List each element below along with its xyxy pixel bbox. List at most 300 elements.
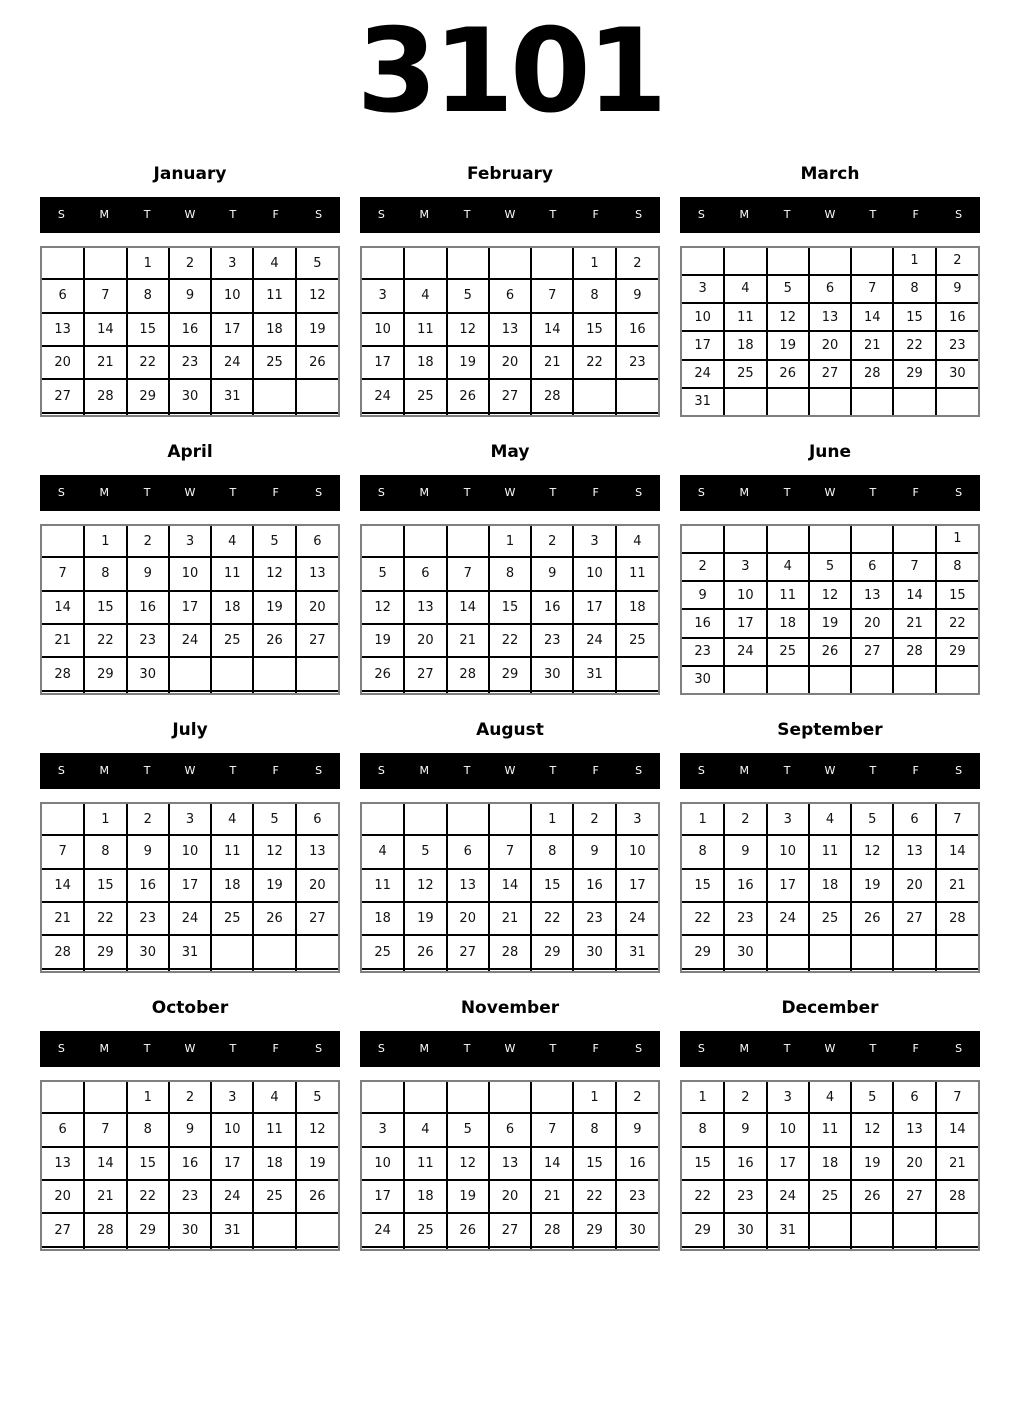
day-cell: 19 <box>253 591 295 624</box>
day-cell: 6 <box>893 804 935 835</box>
day-cell: 27 <box>42 379 84 412</box>
day-cell: 7 <box>84 1113 126 1146</box>
day-cell <box>404 1082 446 1113</box>
day-cell <box>767 969 809 971</box>
day-cell: 18 <box>211 591 253 624</box>
day-cell: 26 <box>253 902 295 935</box>
day-cell: 16 <box>616 313 658 346</box>
day-cell: 30 <box>724 935 766 968</box>
day-cell <box>573 1247 615 1249</box>
day-cell <box>253 1247 295 1249</box>
day-cell <box>809 969 851 971</box>
day-cell <box>893 969 935 971</box>
day-cell: 12 <box>851 835 893 868</box>
day-cell <box>447 969 489 971</box>
weekday-label: T <box>229 486 237 500</box>
week-row <box>42 1180 338 1213</box>
day-cell <box>296 657 338 690</box>
day-cell: 9 <box>724 835 766 868</box>
day-cell: 19 <box>362 624 404 657</box>
weekday-label: F <box>272 1042 279 1056</box>
day-cell: 14 <box>936 1113 978 1146</box>
week-row <box>682 935 978 968</box>
weekday-label: T <box>549 1042 557 1056</box>
day-cell: 29 <box>489 657 531 690</box>
weekday-label: T <box>229 764 237 778</box>
day-cell <box>573 691 615 693</box>
day-cell: 29 <box>84 935 126 968</box>
day-cell: 4 <box>809 804 851 835</box>
day-cell: 27 <box>42 1213 84 1246</box>
day-cell <box>682 969 724 971</box>
week-row <box>682 804 978 835</box>
day-cell <box>169 657 211 690</box>
weekday-label: T <box>143 486 151 500</box>
day-cell: 3 <box>724 553 766 581</box>
weekday-label: S <box>697 1042 705 1056</box>
day-cell: 2 <box>573 804 615 835</box>
month-title: August <box>476 719 544 740</box>
day-cell <box>531 1082 573 1113</box>
week-row <box>362 346 658 379</box>
day-cell <box>296 935 338 968</box>
day-cell: 15 <box>682 1147 724 1180</box>
day-cell: 30 <box>531 657 573 690</box>
day-cell: 2 <box>169 1082 211 1113</box>
day-cell <box>767 1247 809 1249</box>
month-title: June <box>808 441 852 462</box>
day-cell: 3 <box>362 1113 404 1146</box>
weekday-label: T <box>229 208 237 222</box>
weekday-label: S <box>57 486 65 500</box>
day-cell <box>211 969 253 971</box>
weekday-label: S <box>635 764 643 778</box>
day-cell: 27 <box>893 902 935 935</box>
day-cell: 26 <box>809 638 851 666</box>
day-cell <box>447 526 489 557</box>
week-row <box>682 1247 978 1249</box>
day-cell: 4 <box>253 1082 295 1113</box>
month-block-may <box>360 441 660 695</box>
day-cell <box>489 248 531 279</box>
day-cell: 13 <box>893 835 935 868</box>
day-cell: 17 <box>362 346 404 379</box>
day-cell: 6 <box>809 275 851 303</box>
weekday-label: S <box>57 764 65 778</box>
day-cell: 12 <box>362 591 404 624</box>
month-block-july <box>40 719 340 973</box>
day-cell: 19 <box>253 869 295 902</box>
day-cell: 12 <box>447 1147 489 1180</box>
day-cell <box>84 691 126 693</box>
day-cell: 18 <box>362 902 404 935</box>
day-cell <box>211 1247 253 1249</box>
day-cell: 15 <box>893 303 935 331</box>
day-cell: 29 <box>531 935 573 968</box>
day-cell: 22 <box>893 331 935 359</box>
month-day-grid <box>680 1080 980 1251</box>
day-cell: 17 <box>211 313 253 346</box>
day-cell: 3 <box>616 804 658 835</box>
day-cell: 23 <box>682 638 724 666</box>
day-cell: 8 <box>893 275 935 303</box>
day-cell <box>253 969 295 971</box>
weekday-label: F <box>272 486 279 500</box>
day-cell <box>84 1247 126 1249</box>
day-cell: 2 <box>936 248 978 275</box>
day-cell <box>489 804 531 835</box>
day-cell: 20 <box>489 1180 531 1213</box>
day-cell: 17 <box>169 869 211 902</box>
weekday-label: F <box>912 486 919 500</box>
day-cell: 22 <box>489 624 531 657</box>
day-cell: 5 <box>809 553 851 581</box>
day-cell <box>851 526 893 553</box>
day-cell: 24 <box>616 902 658 935</box>
weekday-label: W <box>504 486 516 500</box>
day-cell: 7 <box>936 1082 978 1113</box>
day-cell <box>893 1213 935 1246</box>
day-cell <box>362 526 404 557</box>
day-cell: 9 <box>169 1113 211 1146</box>
day-cell: 16 <box>616 1147 658 1180</box>
day-cell: 14 <box>447 591 489 624</box>
day-cell <box>362 691 404 693</box>
day-cell: 1 <box>84 526 126 557</box>
day-cell: 11 <box>404 1147 446 1180</box>
weekday-label: S <box>635 486 643 500</box>
day-cell: 4 <box>253 248 295 279</box>
day-cell: 17 <box>573 591 615 624</box>
day-cell: 13 <box>893 1113 935 1146</box>
day-cell: 15 <box>573 313 615 346</box>
day-cell: 17 <box>767 869 809 902</box>
weekday-label: S <box>697 208 705 222</box>
day-cell: 28 <box>447 657 489 690</box>
day-cell <box>936 388 978 415</box>
day-cell <box>362 804 404 835</box>
day-cell <box>253 379 295 412</box>
day-cell: 2 <box>616 248 658 279</box>
week-row <box>42 624 338 657</box>
day-cell: 5 <box>404 835 446 868</box>
weekday-label: T <box>549 764 557 778</box>
day-cell <box>253 935 295 968</box>
day-cell: 13 <box>42 1147 84 1180</box>
day-cell <box>682 1247 724 1249</box>
day-cell: 18 <box>724 331 766 359</box>
day-cell <box>296 969 338 971</box>
month-title: July <box>172 719 208 740</box>
day-cell: 11 <box>253 1113 295 1146</box>
day-cell: 28 <box>531 1213 573 1246</box>
day-cell: 25 <box>767 638 809 666</box>
week-row <box>42 313 338 346</box>
weekday-label: S <box>377 764 385 778</box>
day-cell: 24 <box>767 1180 809 1213</box>
day-cell: 2 <box>724 1082 766 1113</box>
day-cell <box>936 666 978 693</box>
week-row <box>682 638 978 666</box>
weekday-header-bar <box>40 753 340 789</box>
day-cell: 24 <box>362 379 404 412</box>
day-cell: 17 <box>169 591 211 624</box>
day-cell: 21 <box>531 346 573 379</box>
weekday-label: S <box>57 208 65 222</box>
day-cell <box>84 248 126 279</box>
week-row <box>362 1082 658 1113</box>
day-cell: 15 <box>489 591 531 624</box>
day-cell: 24 <box>211 346 253 379</box>
day-cell <box>404 413 446 415</box>
day-cell: 8 <box>84 557 126 590</box>
day-cell: 29 <box>682 935 724 968</box>
day-cell <box>616 379 658 412</box>
day-cell: 26 <box>253 624 295 657</box>
month-day-grid <box>360 246 660 417</box>
day-cell: 19 <box>851 1147 893 1180</box>
day-cell: 4 <box>362 835 404 868</box>
day-cell <box>211 691 253 693</box>
day-cell: 5 <box>296 248 338 279</box>
weekday-label: F <box>912 208 919 222</box>
day-cell: 14 <box>936 835 978 868</box>
week-row <box>42 935 338 968</box>
week-row <box>682 969 978 971</box>
day-cell: 4 <box>211 804 253 835</box>
day-table <box>682 248 978 415</box>
day-cell <box>127 413 169 415</box>
weekday-label: T <box>229 1042 237 1056</box>
day-cell: 8 <box>531 835 573 868</box>
day-cell: 13 <box>447 869 489 902</box>
day-cell: 3 <box>573 526 615 557</box>
day-cell: 10 <box>362 1147 404 1180</box>
month-block-november <box>360 997 660 1251</box>
day-cell: 7 <box>447 557 489 590</box>
day-cell: 28 <box>936 902 978 935</box>
day-cell: 16 <box>531 591 573 624</box>
day-cell <box>809 1247 851 1249</box>
day-cell: 15 <box>936 581 978 609</box>
day-cell: 15 <box>84 869 126 902</box>
day-cell: 26 <box>362 657 404 690</box>
week-row <box>42 591 338 624</box>
week-row <box>362 935 658 968</box>
weekday-label: F <box>912 764 919 778</box>
month-day-grid <box>680 524 980 695</box>
week-row <box>682 331 978 359</box>
weekday-header-bar <box>40 197 340 233</box>
month-day-grid <box>360 1080 660 1251</box>
day-cell: 26 <box>404 935 446 968</box>
day-cell <box>253 1213 295 1246</box>
day-cell: 12 <box>253 835 295 868</box>
day-cell <box>893 388 935 415</box>
weekday-label: F <box>592 208 599 222</box>
weekday-label: M <box>739 208 750 222</box>
day-cell <box>42 1082 84 1113</box>
weekday-label: W <box>184 764 196 778</box>
week-row <box>42 969 338 971</box>
day-cell <box>404 526 446 557</box>
weekday-label: S <box>635 1042 643 1056</box>
day-cell <box>42 526 84 557</box>
month-title: April <box>167 441 213 462</box>
week-row <box>362 1147 658 1180</box>
day-cell: 23 <box>573 902 615 935</box>
day-cell: 14 <box>42 869 84 902</box>
day-cell: 11 <box>724 303 766 331</box>
day-cell: 10 <box>169 835 211 868</box>
month-block-august <box>360 719 660 973</box>
weekday-label: T <box>783 764 791 778</box>
day-cell <box>169 969 211 971</box>
week-row <box>42 557 338 590</box>
day-cell: 16 <box>724 1147 766 1180</box>
day-cell: 23 <box>531 624 573 657</box>
day-cell: 9 <box>682 581 724 609</box>
day-cell: 8 <box>682 1113 724 1146</box>
day-cell: 13 <box>851 581 893 609</box>
day-cell <box>42 413 84 415</box>
day-cell <box>851 935 893 968</box>
week-row <box>42 657 338 690</box>
day-cell: 23 <box>169 1180 211 1213</box>
day-cell: 8 <box>682 835 724 868</box>
day-cell: 26 <box>447 379 489 412</box>
month-title: November <box>460 997 560 1018</box>
weekday-label: M <box>419 764 430 778</box>
month-title: May <box>490 441 530 462</box>
day-cell: 5 <box>851 804 893 835</box>
day-cell <box>362 413 404 415</box>
day-cell <box>809 526 851 553</box>
day-cell: 5 <box>253 526 295 557</box>
day-table <box>42 526 338 693</box>
weekday-label: W <box>184 1042 196 1056</box>
weekday-label: W <box>504 1042 516 1056</box>
month-day-grid <box>360 524 660 695</box>
day-table <box>42 1082 338 1249</box>
day-cell: 19 <box>851 869 893 902</box>
day-cell: 19 <box>296 1147 338 1180</box>
day-cell <box>362 1247 404 1249</box>
weekday-header-bar <box>40 1031 340 1067</box>
weekday-label: M <box>739 1042 750 1056</box>
day-cell: 28 <box>84 379 126 412</box>
day-cell: 18 <box>211 869 253 902</box>
day-cell: 25 <box>404 379 446 412</box>
month-block-march <box>680 163 980 417</box>
day-cell: 3 <box>767 804 809 835</box>
day-cell: 31 <box>767 1213 809 1246</box>
day-cell: 17 <box>724 609 766 637</box>
week-row <box>362 526 658 557</box>
weekday-label: W <box>824 764 836 778</box>
day-cell: 30 <box>127 657 169 690</box>
day-cell: 10 <box>767 835 809 868</box>
day-cell: 9 <box>573 835 615 868</box>
week-row <box>682 248 978 275</box>
day-cell <box>404 248 446 279</box>
day-cell: 21 <box>936 1147 978 1180</box>
day-cell: 20 <box>404 624 446 657</box>
day-cell: 23 <box>936 331 978 359</box>
day-cell: 25 <box>211 902 253 935</box>
weekday-label: T <box>783 1042 791 1056</box>
day-cell <box>531 1247 573 1249</box>
day-cell: 20 <box>296 869 338 902</box>
day-cell: 26 <box>851 902 893 935</box>
day-cell: 1 <box>936 526 978 553</box>
day-cell: 27 <box>404 657 446 690</box>
month-block-september <box>680 719 980 973</box>
day-cell <box>489 413 531 415</box>
weekday-header-bar <box>680 475 980 511</box>
weekday-label: M <box>99 486 110 500</box>
day-cell: 18 <box>404 1180 446 1213</box>
day-cell <box>169 413 211 415</box>
day-cell: 20 <box>893 869 935 902</box>
day-cell <box>809 248 851 275</box>
day-table <box>362 804 658 971</box>
day-cell: 28 <box>936 1180 978 1213</box>
day-cell: 14 <box>489 869 531 902</box>
day-cell: 23 <box>616 346 658 379</box>
day-cell: 23 <box>169 346 211 379</box>
day-cell <box>42 1247 84 1249</box>
week-row <box>362 1213 658 1246</box>
day-cell: 12 <box>296 279 338 312</box>
day-cell: 18 <box>809 869 851 902</box>
day-cell: 10 <box>169 557 211 590</box>
day-cell: 21 <box>447 624 489 657</box>
month-title: January <box>153 163 227 184</box>
weekday-label: M <box>99 208 110 222</box>
day-cell <box>573 969 615 971</box>
day-cell <box>809 388 851 415</box>
week-row <box>682 1082 978 1113</box>
month-title: December <box>781 997 879 1018</box>
day-cell <box>893 666 935 693</box>
day-cell: 9 <box>724 1113 766 1146</box>
month-block-june <box>680 441 980 695</box>
weekday-label: S <box>57 1042 65 1056</box>
day-cell: 7 <box>489 835 531 868</box>
day-cell: 4 <box>404 279 446 312</box>
day-cell: 10 <box>573 557 615 590</box>
day-cell <box>84 1082 126 1113</box>
day-cell: 11 <box>362 869 404 902</box>
day-cell <box>767 666 809 693</box>
weekday-label: T <box>463 486 471 500</box>
day-cell <box>936 969 978 971</box>
day-cell: 14 <box>531 313 573 346</box>
day-cell: 29 <box>893 360 935 388</box>
week-row <box>362 624 658 657</box>
day-cell: 12 <box>447 313 489 346</box>
day-cell: 11 <box>616 557 658 590</box>
week-row <box>362 969 658 971</box>
month-day-grid <box>680 802 980 973</box>
day-cell <box>616 1247 658 1249</box>
month-day-grid <box>40 1080 340 1251</box>
weekday-label: T <box>869 764 877 778</box>
day-cell: 21 <box>851 331 893 359</box>
day-cell: 9 <box>616 1113 658 1146</box>
week-row <box>42 869 338 902</box>
